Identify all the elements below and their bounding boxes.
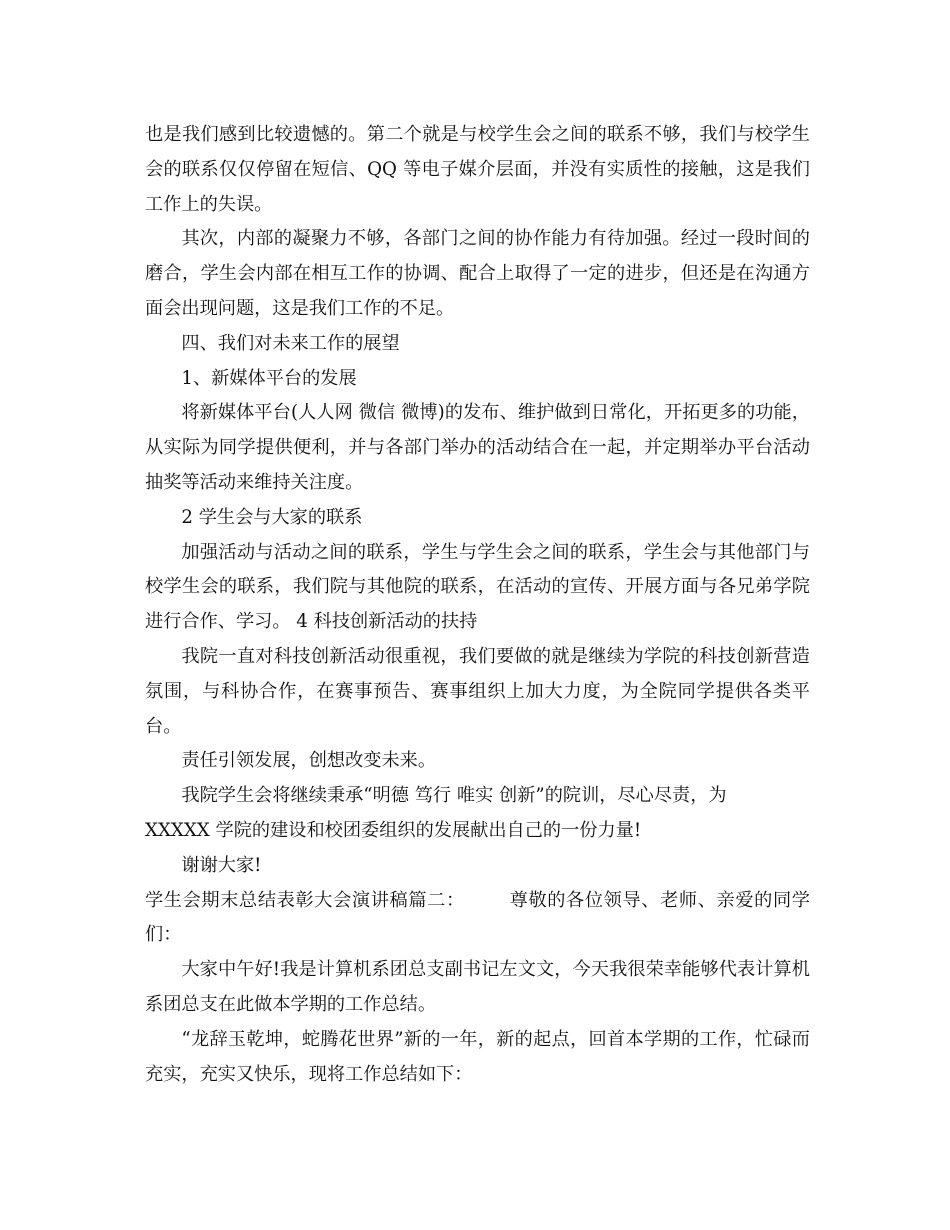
speech-two-title: 学生会期末总结表彰大会演讲稿篇二： 尊敬的各位领导、老师、亲爱的同学们： (145, 889, 810, 946)
heading-future-outlook: 四、我们对未来工作的展望 (181, 332, 400, 354)
paragraph-thanks: 谢谢大家! (181, 854, 262, 876)
paragraph-slogan: 责任引领发展，创想改变未来。 (181, 750, 437, 772)
paragraph-contact: 加强活动与活动之间的联系，学生与学生会之间的联系，学生会与其他部门与校学生会的联系，我们院与其他院的联系，在活动的宣传、开展方面与各兄弟学院进行合作、学习。 4 科技创新活动的扶持 (145, 541, 810, 633)
subheading-student-union-contact: 2 学生会与大家的联系 (181, 506, 363, 528)
paragraph-new-year: “龙辞玉乾坤，蛇腾花世界”新的一年，新的起点，回首本学期的工作，忙碌而充实，充实又快乐，现将工作总结如下： (145, 1028, 810, 1085)
paragraph-new-media: 将新媒体平台(人人网 微信 微博)的发布、维护做到日常化，开拓更多的功能，从实际为同学提供便利，并与各部门举办的活动结合在一起，并定期举办平台活动抽奖等活动来维持关注度。 (145, 402, 810, 493)
paragraph-tech-innovation: 我院一直对科技创新活动很重视，我们要做的就是继续为学院的科技创新营造氛围，与科协合作，在赛事预告、赛事组织上加大力度，为全院同学提供各类平台。 (145, 645, 810, 737)
document-body (145, 118, 810, 1092)
paragraph-regret: 也是我们感到比较遗憾的。第二个就是与校学生会之间的联系不够，我们与校学生会的联系仅仅停留在短信、QQ 等电子媒介层面，并没有实质性的接触，这是我们工作上的失误。 (145, 124, 810, 215)
paragraph-greeting: 大家中午好!我是计算机系团总支副书记左文文，今天我很荣幸能够代表计算机系团总支在此做本学期的工作总结。 (145, 959, 810, 1015)
paragraph-contribution: XXXXX 学院的建设和校团委组织的发展献出自己的一份力量! (145, 819, 642, 841)
paragraph-cohesion: 其次，内部的凝聚力不够，各部门之间的协作能力有待加强。经过一段时间的磨合，学生会内部在相互工作的协调、配合上取得了一定的进步，但还是在沟通方面会出现问题，这是我们工作的不足。 (145, 228, 810, 319)
paragraph-motto: 我院学生会将继续秉承“明德 笃行 唯实 创新”的院训，尽心尽责，为 (181, 785, 727, 807)
subheading-new-media: 1、新媒体平台的发展 (181, 367, 357, 389)
